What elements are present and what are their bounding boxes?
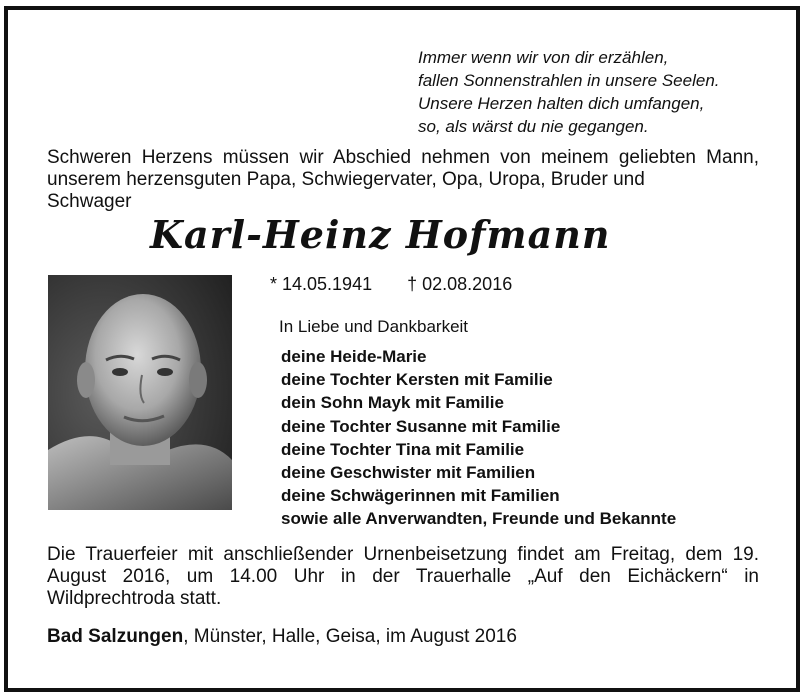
poem-line: so, als wärst du nie gegangen. [418,117,649,136]
poem-line: Unsere Herzen halten dich umfangen, [418,94,705,113]
funeral-paragraph: Die Trauerfeier mit anschließender Urnenbeisetzung findet am Freitag, dem 19. August 2016, um 14.00 Uhr in der Trauerhalle „Auf den Eichäckern“ in Wildprechtroda statt. [47,544,759,609]
portrait-photo [48,275,232,510]
place-date-line [47,625,517,649]
death-date: † 02.08.2016 [407,274,513,294]
birth-date: * 14.05.1941 [270,274,373,294]
life-dates [270,272,512,296]
mourner-line: deine Geschwister mit Familien [281,463,536,483]
mourner-line: deine Tochter Tina mit Familie [281,439,525,459]
mourner-line: deine Schwägerinnen mit Familien [281,486,560,506]
deceased-name: Karl-Heinz Hofmann [150,212,611,257]
mourner-line: sowie alle Anverwandten, Freunde und Bekannte [281,509,677,529]
place-rest: , Münster, Halle, Geisa, im August 2016 [183,626,517,647]
mourner-line: deine Tochter Kersten mit Familie [281,370,553,390]
portrait-image [48,275,232,510]
poem [418,46,788,138]
mourner-line: deine Heide-Marie [281,347,427,366]
intro-text: Schweren Herzens müssen wir Abschied nehmen von meinem geliebten Mann, unserem herzensguten Papa, Schwiegervater, Opa, Uropa, Bruder und [47,147,759,190]
mourner-line: dein Sohn Mayk mit Familie [281,393,504,413]
mourners-intro: In Liebe und Dankbarkeit [279,317,469,336]
mourners-list [281,345,676,531]
poem-line: Immer wenn wir von dir erzählen, [418,48,669,67]
intro-paragraph [47,147,759,213]
mourner-line: deine Tochter Susanne mit Familie [281,416,561,436]
place-town: Bad Salzungen [47,626,184,647]
poem-line: fallen Sonnenstrahlen in unsere Seelen. [418,71,720,90]
intro-last-line: Schwager [47,191,132,212]
